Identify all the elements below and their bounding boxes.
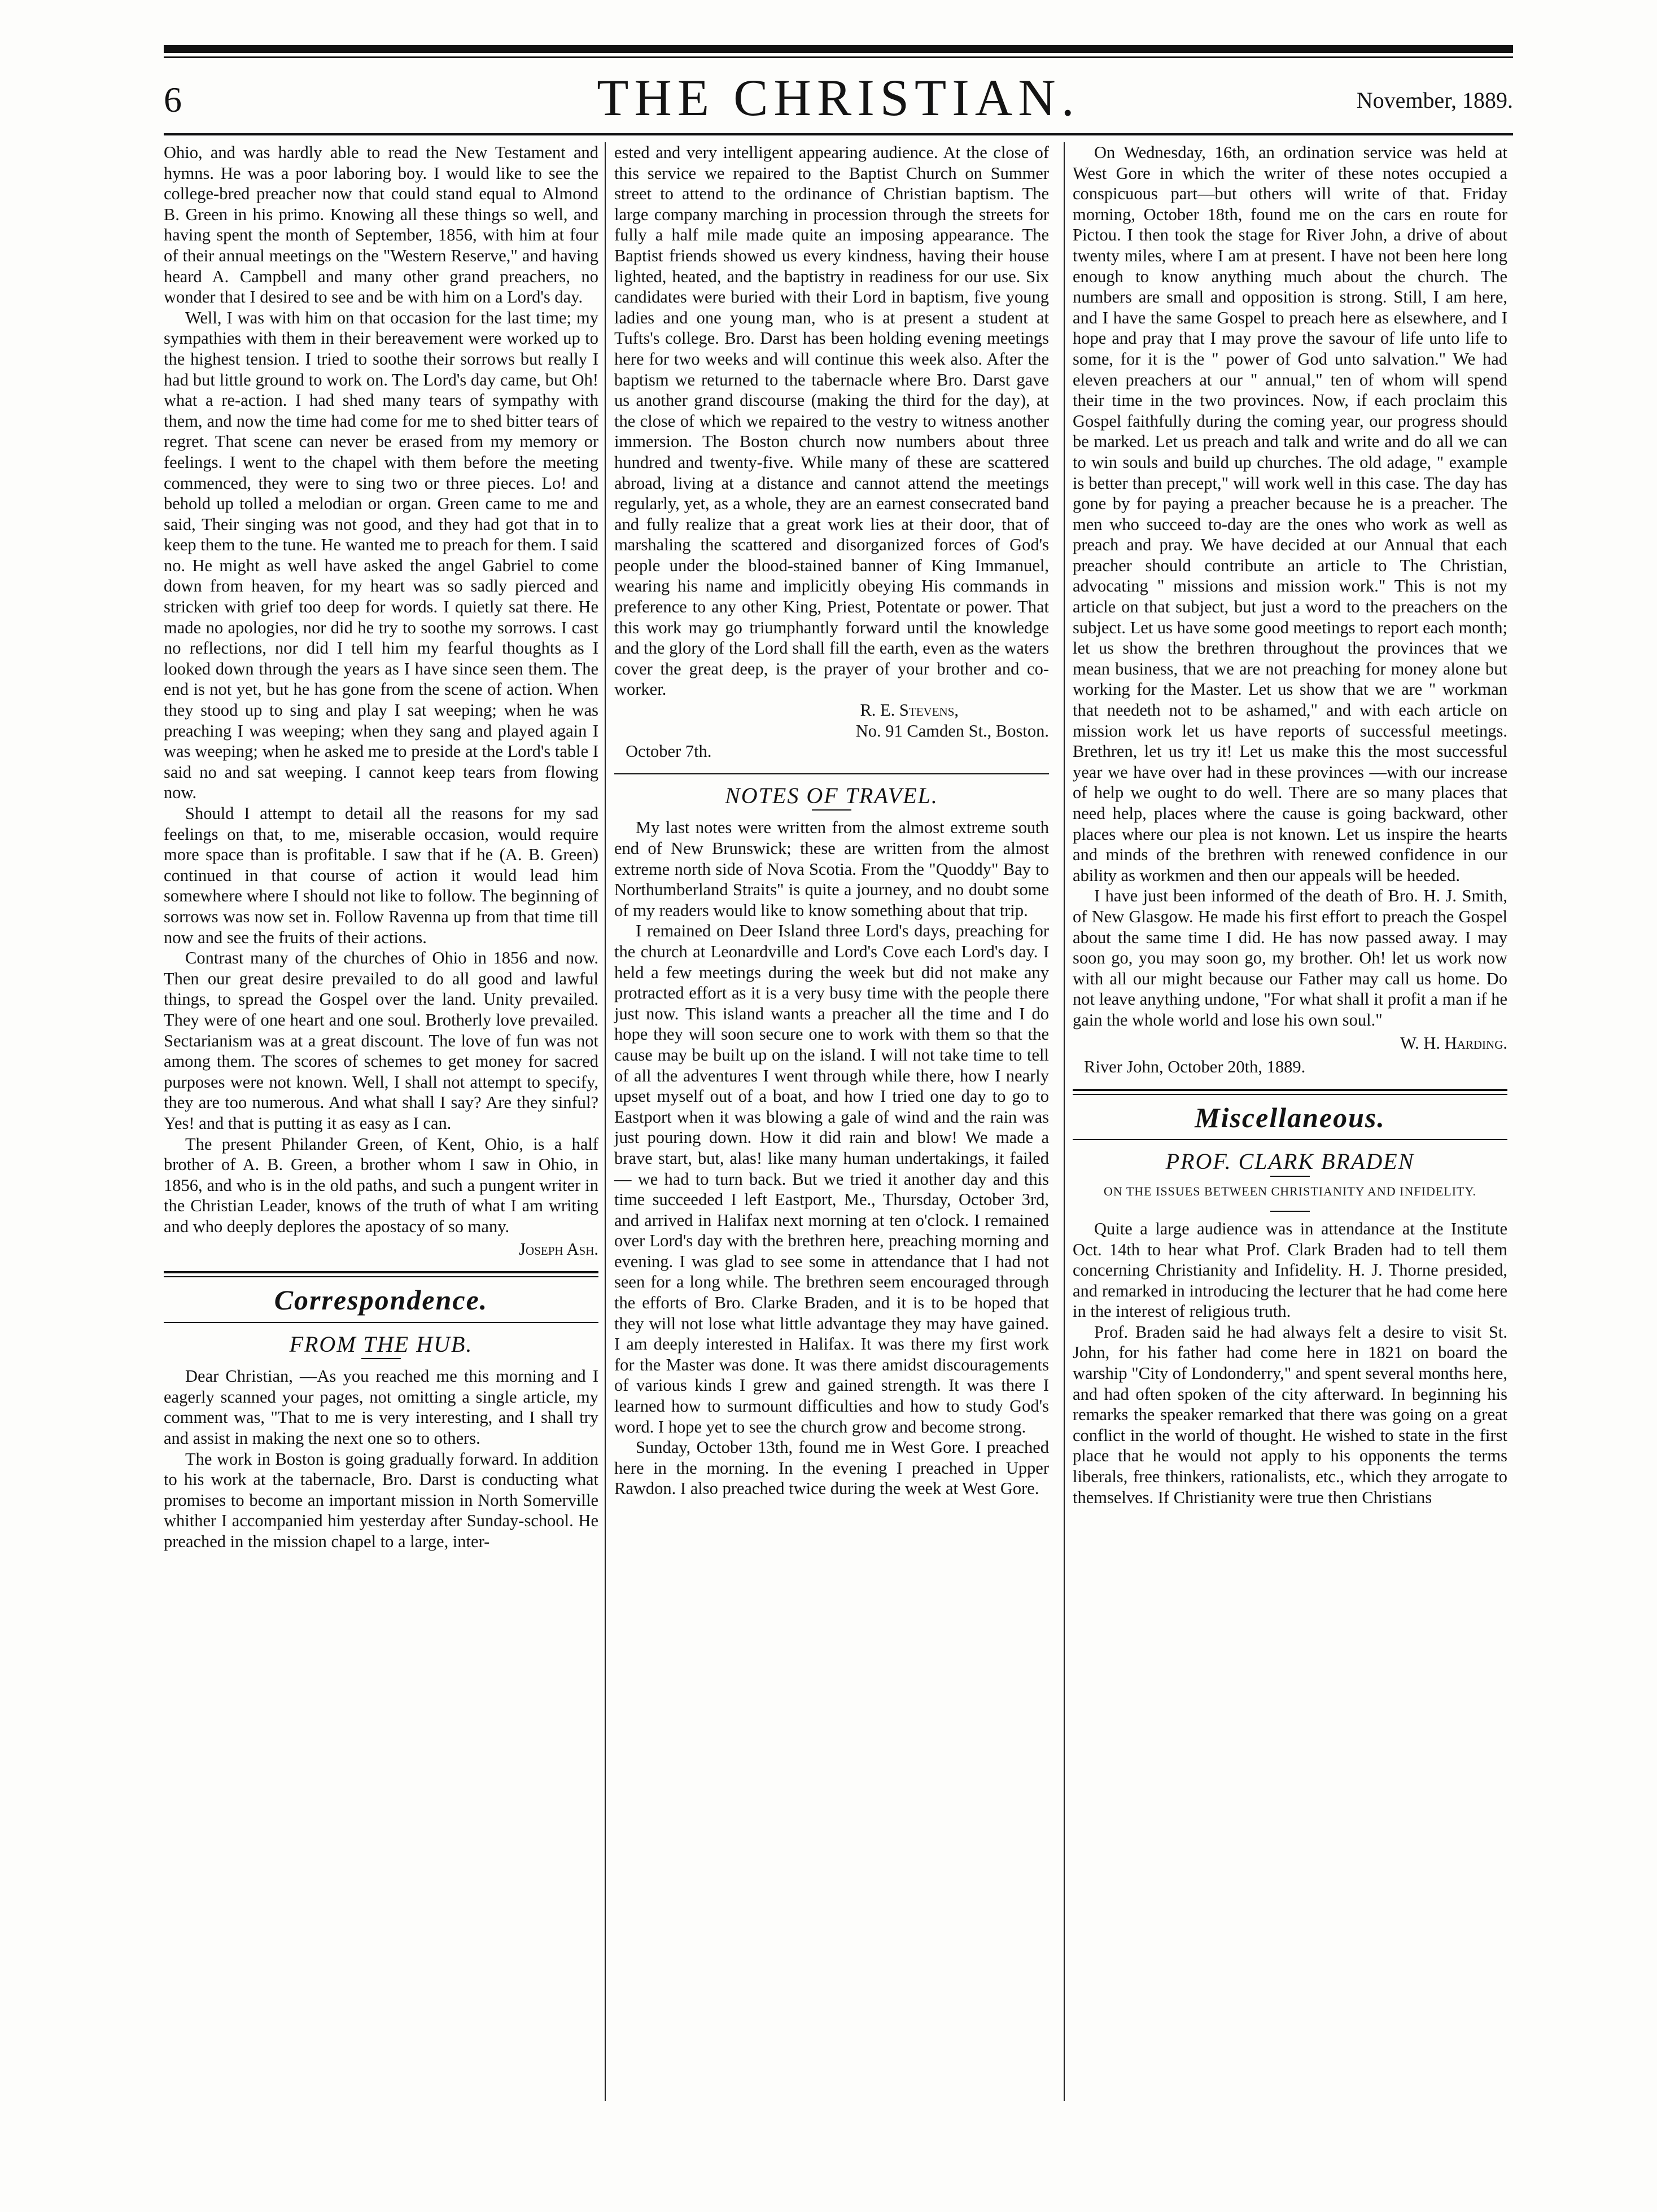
- header-bottom-rule: [164, 133, 1513, 135]
- article-title: NOTES OF TRAVEL.: [725, 782, 938, 808]
- column-divider-1: [605, 142, 606, 2101]
- letter-date: October 7th.: [626, 742, 712, 761]
- title-rule: [1270, 1176, 1310, 1177]
- section-separator: [1073, 1089, 1507, 1095]
- article-rule: [614, 773, 1049, 774]
- column-1: [164, 142, 598, 1552]
- paragraph: My last notes were written from the almost extreme south end of New Brunswick; these are written from the almost extreme north side of Nova Scotia. From the "Quoddy" Bay to Northumberland Straits" is quite a journey, and no doubt some of my readers would like to know something about that trip.: [614, 818, 1049, 920]
- author-address: No. 91 Camden St., Boston.: [855, 721, 1049, 741]
- dateline: River John, October 20th, 1889.: [1084, 1057, 1306, 1077]
- column-2: [614, 142, 1049, 1499]
- section-separator: [164, 1271, 598, 1277]
- masthead-title: THE CHRISTIAN.: [597, 69, 1080, 126]
- paragraph: Ohio, and was hardly able to read the New Testament and hymns. He was a poor laboring boy. I would like to see the college-bred preacher now that could stand equal to Almond B. Green in his primo. Knowing all these things so well, and having spent the month of September, 1856, with him at four of their annual meetings on the "Western Reserve," and having heard A. Campbell and many other grand preachers, no wonder that I desired to see and be with him on a Lord's day.: [164, 143, 598, 307]
- paragraph: ested and very intelligent appearing audience. At the close of this service we repaired to the Baptist Church on Summer street to attend to the ordinance of Christian baptism. The large company marching in procession through the streets for fully a half mile made quite an imposing appearance. The Baptist friends showed us every kindness, having their house lighted, heated, and the baptistry in readiness for our use. Six candidates were buried with their Lord in baptism, five young ladies and one young man, who is at present a student at Tufts's college. Bro. Darst has been holding evening meetings here for two weeks and will continue this week also. After the baptism we returned to the tabernacle where Bro. Darst gave us another grand discourse (making the third for the day), at the close of which we repaired to the vestry to witness another immersion. The Boston church now numbers about three hundred and twenty-five. While many of these are scattered abroad, living at a distance and cannot attend the meetings regularly, yet, as a whole, they are an earnest consecrated band and fully realize that a great work lies at their door, that of marshaling the scattered and disorganized forces of God's people under the blood-stained banner of King Immanuel, wearing his name and implicitly obeying His commands in preference to any other King, Priest, Potentate or power. That this work may go triumphantly forward until the knowledge and the glory of the Lord shall fill the earth, even as the waters cover the great deep, is the prayer of your brother and co-worker.: [614, 143, 1049, 699]
- column-3: [1073, 142, 1507, 1508]
- page-header: [164, 68, 1513, 130]
- paragraph: Should I attempt to detail all the reasons for my sad feelings on that, to me, miserable occasion, would require more space than is profitable. I saw that if he (A. B. Green) continued in that course of action it would lead him somewhere where I should not like to follow. The beginning of sorrows was now set in. Follow Ravenna up from that time till now and see the fruits of their actions.: [164, 804, 598, 947]
- paragraph: Quite a large audience was in attendance at the Institute Oct. 14th to hear what Prof. Clark Braden had to tell them concerning Christianity and Infidelity. H. J. Thorne presided, and remarked in introducing the lecturer that he had come here in the interest of religious truth.: [1073, 1219, 1507, 1321]
- section-heading-correspondence: Correspondence.: [274, 1284, 488, 1316]
- heading-rule: [164, 1322, 598, 1323]
- top-thick-rule: [164, 45, 1513, 53]
- article-title: FROM THE HUB.: [289, 1331, 473, 1357]
- paragraph: Dear Christian, —As you reached me this morning and I eagerly scanned your pages, not omitting a single article, my comment was, "That to me is very interesting, and I shall try and assist in making the next one so to others.: [164, 1366, 598, 1448]
- paragraph: Prof. Braden said he had always felt a desire to visit St. John, for his father had come here in 1821 on board the warship "City of Londonderry," and spent several months here, and had often spoken of the city afterward. In beginning his remarks the speaker remarked that there was going on a great conflict in the world of thought. He wished to state in the first place that he would not apply to his opponents the terms liberals, free thinkers, rationalists, etc., which they arrogate to themselves. If Christianity were true then Christians: [1073, 1322, 1507, 1507]
- title-rule: [812, 809, 851, 811]
- paragraph: Sunday, October 13th, found me in West Gore. I preached here in the morning. In the evening I preached in Upper Rawdon. I also preached twice during the week at West Gore.: [614, 1438, 1049, 1499]
- author-signature: Joseph Ash.: [519, 1239, 598, 1259]
- section-heading-miscellaneous: Miscellaneous.: [1195, 1101, 1385, 1133]
- article-title: PROF. CLARK BRADEN: [1165, 1149, 1415, 1175]
- column-divider-2: [1064, 142, 1065, 2101]
- heading-rule: [1073, 1139, 1507, 1140]
- subhead-rule: [1270, 1211, 1310, 1212]
- paragraph: The present Philander Green, of Kent, Ohio, is a half brother of A. B. Green, a brother whom I saw in Ohio, in 1856, and who is in the old paths, and such a pungent writer in the Christian Leader, knows of the truth of what I am writing and who deeply deplores the apostacy of so many.: [164, 1134, 598, 1236]
- paragraph: I have just been informed of the death of Bro. H. J. Smith, of New Glasgow. He made his first effort to preach the Gospel about the same time I did. He has now passed away. I may soon go, you may soon go, my brother. Oh! let us work now with all our might because our Father may call us home. Do not leave anything undone, "For what shall it profit a man if he gain the whole world and lose his own soul.": [1073, 886, 1507, 1030]
- paragraph: I remained on Deer Island three Lord's days, preaching for the church at Leonardville and Lord's Cove each Lord's day. I held a few meetings during the week but did not make any protracted effort as it is a very busy time with the people there just now. This island wants a preacher all the time and I do hope they will soon secure one to work with them so that the cause may be built up on the island. I will not take time to tell of all the adventures I went through while there, how I nearly upset myself out of a boat, and how I tried one day to go to Eastport when it was blowing a gale of wind and the rain was just pouring down. How it did rain and blow! We made a brave start, but, alas! like many human undertakings, it failed — we had to turn back. But we tried it another day and this time succeeded I left Eastport, Me., Thursday, October 3rd, and arrived in Halifax next morning at ten o'clock. I remained over Lord's day with the brethren here, preaching morning and evening. I was glad to see some in attendance that I had not seen for a long while. The brethren seem encouraged through the efforts of Bro. Clarke Braden, and it is to be hoped that they will not lose what little advantage they may have gained. I am deeply interested in Halifax. It was there my first work for the Master was done. It was there amidst discouragements of various kinds I grew and gained strength. It was there I learned how to surmount difficulties and how to study God's word. I hope yet to see the church grow and become strong.: [614, 921, 1049, 1436]
- page-number: 6: [164, 80, 182, 120]
- paragraph: Contrast many of the churches of Ohio in 1856 and now. Then our great desire prevailed to do all good and lawful things, to spread the Gospel over the land. Unity prevailed. They were of one heart and one soul. Brotherly love prevailed. Sectarianism was at a great discount. The love of fun was not among them. The scores of schemes to get money for sacred purposes were not known. Well, I shall not attempt to specify, they are too numerous. And what shall I say? Are they sinful? Yes! and that is putting it as easy as I can.: [164, 948, 598, 1133]
- title-rule: [361, 1358, 401, 1359]
- author-signature: W. H. Harding.: [1400, 1033, 1507, 1053]
- issue-date: November, 1889.: [1356, 87, 1513, 113]
- paragraph: On Wednesday, 16th, an ordination service was held at West Gore in which the writer of these notes occupied a conspicuous part—but others will write of that. Friday morning, October 18th, found me on the cars en route for Pictou. I then took the stage for River John, a drive of about twenty miles, where I am at present. I have not been here long enough to know anything much about the church. The numbers are small and opposition is strong. Still, I am here, and I have the same Gospel to preach here as elsewhere, and I hope and pray that I may prove the savour of life unto life to some, for it is the " power of God unto salvation." We had eleven preachers at our " annual," ten of whom will spend their time in the two provinces. Now, if each proclaim this Gospel faithfully during the coming year, our progress should be marked. Let us preach and talk and write and do all we can to win souls and build up churches. The old adage, " example is better than precept," will work well in this case. The day has gone by for paying a preacher because he is a preacher. The men who succeed to-day are the ones who work as well as preach and pray. We have decided at our Annual that each preacher should contribute an article to The Christian, advocating " missions and mission work." This is not my article on that subject, but just a word to the preachers on the subject. Let us have some good meetings to report each month; let us show the brethren throughout the provinces that we mean business, that we are not preaching for money alone but working for the Master. Let us show that we are " workman that needeth not to be ashamed," and with each article on mission work let us have reports of successful meetings. Brethren, let us try it! Let us make this the most successful year we have over had in these provinces —with our increase of help we ought to do well. There are so many places that need help, places where the cause is going backward, other places where our plea is not known. Let us inspire the hearts and minds of the brethren with renewed confidence in our ability as workmen and then our appeals will be heeded.: [1073, 143, 1507, 885]
- top-thin-rule: [164, 56, 1513, 58]
- author-signature: R. E. Stevens,: [860, 700, 959, 720]
- article-subheading: ON THE ISSUES BETWEEN CHRISTIANITY AND INFIDELITY.: [1103, 1184, 1477, 1198]
- paragraph: The work in Boston is going gradually forward. In addition to his work at the tabernacle, Bro. Darst is conducting what promises to become an important mission in North Somerville whither I accompanied him yesterday after Sunday-school. He preached in the mission chapel to a large, inter-: [164, 1449, 598, 1551]
- paragraph: Well, I was with him on that occasion for the last time; my sympathies with them in their bereavement were worked up to the highest tension. I tried to soothe their sorrows but really I had but little ground to work on. The Lord's day came, but Oh! what a re-action. I had shed many tears of sympathy with them, and now the time had come for me to shed bitter tears of regret. That scene can never be erased from my memory or feelings. I went to the chapel with them before the meeting commenced, they were to sing two or three pieces. Lo! and behold up tolled a melodian or organ. Green came to me and said, Their singing was not good, and they had got that in to keep them to the tune. He wanted me to preach for them. I said no. He might as well have asked the angel Gabriel to come down from heaven, for my heart was so sadly pierced and stricken with grief too deep for words. I quietly sat there. He made no apologies, nor did he try to soothe my sorrows. I cast no reflections, nor did I tell him my fearful thoughts as I looked down through the years as I have since seen them. The end is not yet, but he has gone from the scene of action. When they stood up to sing and play I sat weeping; when he was preaching I was weeping; when they sang and played again I was weeping; when he asked me to preside at the Lord's table I said no and sat weeping. I cannot keep tears from flowing now.: [164, 308, 598, 803]
